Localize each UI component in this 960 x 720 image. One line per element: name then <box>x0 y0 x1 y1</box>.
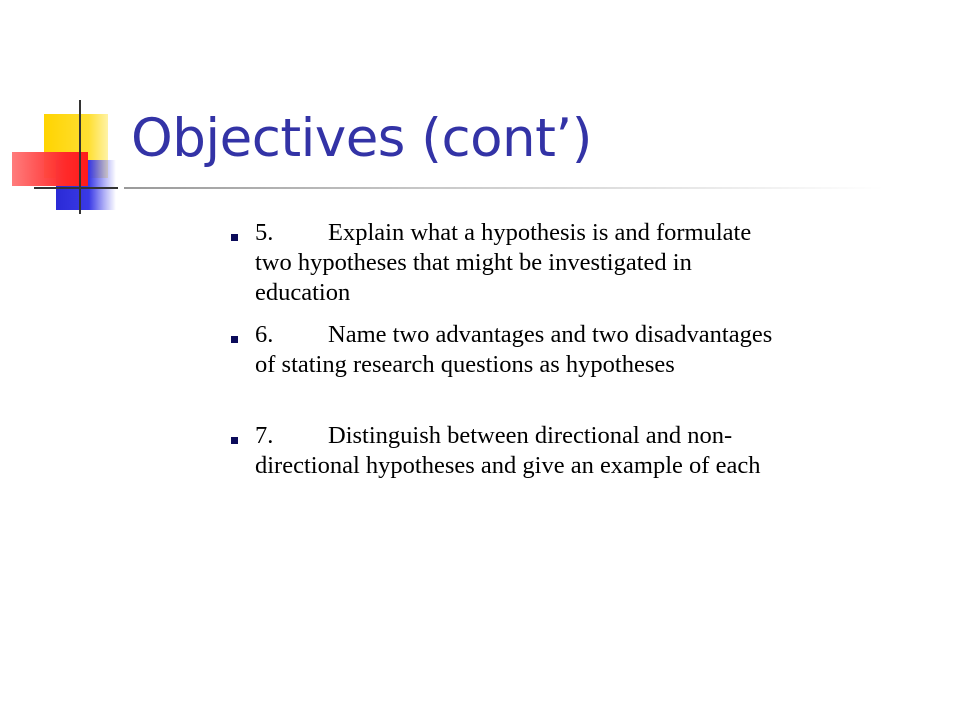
bullet-line <box>255 218 928 248</box>
list-item <box>228 421 928 481</box>
bullet-line: two hypotheses that might be investigated in <box>255 249 692 276</box>
square-bullet-icon <box>231 437 238 444</box>
slide-title: Objectives (cont’) <box>131 108 592 169</box>
bullet-number: 6. <box>255 321 274 348</box>
square-bullet-icon <box>231 234 238 241</box>
list-item <box>228 218 928 308</box>
bullet-line <box>255 320 928 350</box>
bullet-line: directional hypotheses and give an example of each <box>255 452 761 479</box>
bullet-text: Name two advantages and two disadvantages <box>328 321 773 348</box>
bullet-line <box>255 421 928 451</box>
bullet-line: education <box>255 279 351 306</box>
bullet-number: 5. <box>255 219 274 246</box>
list-item <box>228 320 928 380</box>
bullet-text: Distinguish between directional and non- <box>328 422 733 449</box>
square-bullet-icon <box>231 336 238 343</box>
decorative-red-bar <box>12 152 88 186</box>
bullet-text: Explain what a hypothesis is and formulate <box>328 219 752 246</box>
decorative-vertical-line <box>79 100 81 214</box>
title-underline <box>124 187 884 189</box>
objectives-list <box>228 218 928 481</box>
bullet-number: 7. <box>255 422 274 449</box>
decorative-horizontal-line <box>34 187 118 189</box>
bullet-line: of stating research questions as hypotheses <box>255 351 675 378</box>
